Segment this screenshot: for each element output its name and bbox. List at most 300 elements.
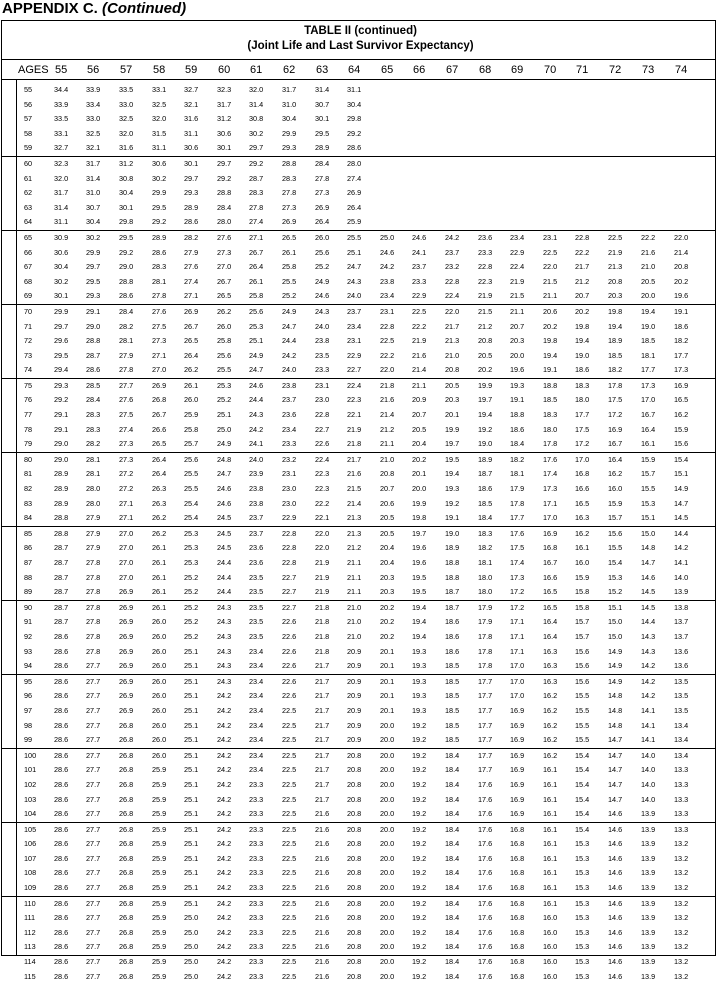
row-age-label: 78	[24, 424, 33, 434]
table-cell: 25.3	[217, 380, 232, 390]
table-cell: 17.7	[641, 365, 656, 375]
table-cell: 28.2	[119, 321, 134, 331]
row-age-label: 69	[24, 291, 33, 301]
table-cell: 16.1	[543, 809, 558, 819]
table-cell: 28.7	[54, 558, 69, 567]
table-cell: 25.1	[184, 720, 199, 730]
table-cell: 31.4	[86, 173, 101, 183]
table-cell: 31.6	[119, 143, 134, 153]
table-cell: 23.7	[412, 262, 427, 272]
table-cell: 30.8	[119, 173, 134, 183]
row-group	[1, 379, 716, 453]
row-age-label: 115	[24, 971, 36, 981]
table-cell: 27.8	[86, 631, 101, 641]
table-cell: 23.7	[445, 247, 460, 257]
table-cell: 15.0	[641, 528, 656, 538]
table-cell: 16.2	[543, 705, 558, 715]
table-cell: 28.4	[217, 202, 232, 212]
table-cell: 21.6	[315, 913, 330, 923]
table-cell: 28.6	[347, 143, 362, 153]
table-cell: 28.7	[54, 617, 69, 627]
table-row	[1, 320, 716, 335]
table-cell: 24.2	[217, 883, 232, 893]
table-cell: 22.9	[412, 291, 427, 301]
table-cell: 17.3	[674, 365, 689, 375]
table-cell: 18.8	[445, 572, 460, 582]
table-cell: 20.2	[674, 276, 689, 286]
row-age-label: 91	[24, 617, 33, 627]
table-cell: 31.7	[86, 158, 101, 168]
table-row	[1, 866, 716, 881]
row-age-label: 92	[24, 631, 33, 641]
table-cell: 29.1	[54, 410, 69, 420]
table-cell: 27.7	[86, 957, 101, 967]
table-cell: 17.0	[575, 454, 590, 464]
table-cell: 27.8	[86, 572, 101, 582]
table-cell: 28.9	[184, 202, 199, 212]
table-cell: 29.2	[152, 217, 167, 227]
table-row	[1, 763, 716, 778]
table-cell: 25.2	[282, 291, 297, 301]
table-cell: 27.7	[86, 942, 101, 952]
table-cell: 17.1	[543, 498, 558, 508]
table-cell: 16.9	[510, 750, 525, 760]
table-cell: 18.4	[478, 513, 493, 523]
table-cell: 24.3	[217, 602, 232, 612]
row-age-label: 103	[24, 794, 37, 804]
table-cell: 14.8	[608, 720, 623, 730]
table-cell: 26.4	[347, 202, 362, 212]
table-cell: 17.0	[543, 513, 558, 523]
table-cell: 24.9	[249, 350, 264, 360]
table-cell: 20.2	[412, 454, 427, 464]
table-cell: 17.6	[478, 898, 493, 908]
table-cell: 26.0	[152, 735, 167, 745]
table-cell: 28.5	[86, 380, 101, 390]
table-cell: 27.6	[184, 262, 199, 272]
table-cell: 25.8	[282, 262, 297, 272]
table-cell: 21.5	[510, 291, 525, 301]
table-cell: 16.9	[510, 735, 525, 745]
table-cell: 26.0	[152, 617, 167, 627]
table-cell: 17.8	[608, 380, 623, 390]
table-cell: 15.1	[674, 469, 689, 479]
table-cell: 21.7	[315, 794, 330, 804]
row-age-label: 74	[24, 365, 33, 375]
table-cell: 23.3	[249, 927, 264, 937]
table-cell: 21.4	[347, 498, 362, 508]
table-cell: 13.9	[641, 913, 656, 923]
table-cell: 23.1	[347, 336, 362, 346]
table-cell: 20.0	[380, 809, 395, 819]
table-cell: 25.5	[184, 484, 199, 494]
table-cell: 20.8	[347, 898, 362, 908]
table-cell: 28.7	[86, 350, 101, 360]
table-cell: 25.1	[184, 661, 199, 671]
table-body	[0, 83, 721, 984]
table-cell: 22.5	[282, 883, 297, 893]
table-cell: 19.1	[510, 395, 525, 405]
table-row	[1, 246, 716, 261]
table-cell: 27.7	[86, 705, 101, 715]
table-cell: 20.1	[380, 676, 395, 686]
row-age-label: 102	[24, 779, 37, 789]
table-cell: 18.2	[674, 336, 689, 346]
table-cell: 22.4	[445, 291, 460, 301]
table-cell: 26.1	[152, 572, 167, 582]
table-cell: 24.2	[217, 927, 232, 937]
table-cell: 23.1	[315, 380, 330, 390]
table-cell: 14.4	[674, 528, 689, 538]
row-age-label: 70	[24, 306, 33, 316]
table-cell: 18.4	[445, 883, 460, 893]
table-cell: 22.7	[282, 602, 297, 612]
table-row	[1, 127, 716, 142]
table-cell: 17.1	[510, 631, 525, 641]
table-cell: 17.6	[510, 528, 525, 538]
column-header-65: 65	[381, 64, 394, 76]
table-cell: 23.3	[249, 913, 264, 923]
table-cell: 21.6	[315, 957, 330, 967]
table-cell: 26.8	[119, 883, 134, 893]
table-cell: 25.2	[184, 572, 199, 582]
table-cell: 19.2	[412, 750, 427, 760]
table-cell: 28.6	[54, 809, 69, 819]
table-cell: 21.2	[347, 543, 362, 553]
table-cell: 25.1	[184, 676, 199, 686]
table-cell: 20.0	[380, 853, 395, 863]
table-cell: 16.1	[641, 439, 656, 449]
table-cell: 23.3	[412, 276, 427, 286]
table-cell: 21.1	[347, 572, 362, 582]
table-cell: 27.0	[119, 572, 134, 582]
table-cell: 25.6	[184, 454, 199, 464]
table-cell: 18.0	[543, 424, 558, 434]
table-cell: 21.7	[315, 661, 330, 671]
table-cell: 21.9	[478, 291, 493, 301]
table-cell: 21.7	[315, 705, 330, 715]
table-cell: 22.5	[282, 839, 297, 849]
table-cell: 16.9	[510, 705, 525, 715]
table-cell: 20.8	[347, 839, 362, 849]
table-row	[1, 793, 716, 808]
table-cell: 27.7	[86, 794, 101, 804]
table-cell: 21.6	[315, 883, 330, 893]
table-cell: 19.2	[412, 735, 427, 745]
table-cell: 19.2	[412, 839, 427, 849]
table-row	[1, 749, 716, 764]
table-cell: 25.1	[217, 410, 232, 420]
table-cell: 26.4	[184, 350, 199, 360]
table-cell: 13.5	[674, 705, 689, 715]
table-cell: 22.7	[347, 365, 362, 375]
table-cell: 18.4	[445, 765, 460, 775]
table-cell: 26.8	[119, 779, 134, 789]
table-cell: 28.0	[347, 158, 362, 168]
table-cell: 24.4	[249, 395, 264, 405]
table-cell: 26.9	[282, 217, 297, 227]
table-cell: 27.8	[315, 173, 330, 183]
table-cell: 23.4	[380, 291, 395, 301]
table-cell: 23.3	[249, 794, 264, 804]
table-cell: 24.2	[217, 942, 232, 952]
table-cell: 24.2	[217, 691, 232, 701]
table-cell: 27.8	[249, 202, 264, 212]
table-cell: 18.2	[478, 543, 493, 553]
table-cell: 22.6	[282, 646, 297, 656]
table-cell: 24.2	[217, 735, 232, 745]
table-cell: 17.6	[478, 971, 493, 981]
table-cell: 31.1	[152, 143, 167, 153]
row-group	[1, 231, 716, 305]
table-cell: 27.7	[86, 913, 101, 923]
table-cell: 15.9	[575, 572, 590, 582]
table-cell: 13.2	[674, 883, 689, 893]
table-cell: 23.8	[315, 336, 330, 346]
table-cell: 24.4	[282, 336, 297, 346]
row-age-label: 113	[24, 942, 36, 952]
table-row	[1, 571, 716, 586]
table-cell: 29.5	[54, 350, 69, 360]
table-cell: 23.9	[249, 469, 264, 479]
table-cell: 26.9	[315, 202, 330, 212]
table-cell: 25.6	[217, 350, 232, 360]
table-row	[1, 955, 716, 970]
table-cell: 28.7	[54, 587, 69, 597]
table-cell: 22.6	[282, 691, 297, 701]
table-cell: 30.4	[119, 188, 134, 198]
table-cell: 15.6	[608, 528, 623, 538]
table-cell: 22.1	[347, 410, 362, 420]
table-cell: 21.7	[445, 321, 460, 331]
table-cell: 16.6	[575, 484, 590, 494]
table-cell: 30.1	[184, 158, 199, 168]
table-cell: 33.4	[86, 99, 101, 109]
table-cell: 18.5	[543, 395, 558, 405]
table-cell: 19.2	[412, 883, 427, 893]
table-cell: 15.8	[575, 587, 590, 597]
table-cell: 27.7	[119, 380, 134, 390]
table-cell: 20.0	[380, 720, 395, 730]
table-cell: 22.5	[412, 306, 427, 316]
table-cell: 26.8	[119, 942, 134, 952]
table-cell: 26.7	[184, 321, 199, 331]
table-cell: 13.9	[641, 853, 656, 863]
table-cell: 29.3	[54, 380, 69, 390]
table-cell: 13.7	[674, 631, 689, 641]
table-cell: 23.4	[347, 321, 362, 331]
table-cell: 26.9	[119, 646, 134, 656]
table-cell: 23.2	[282, 454, 297, 464]
table-cell: 20.6	[380, 498, 395, 508]
table-cell: 22.5	[282, 853, 297, 863]
row-age-label: 66	[24, 247, 33, 257]
table-cell: 28.6	[54, 927, 69, 937]
table-cell: 19.0	[575, 350, 590, 360]
table-cell: 25.9	[152, 779, 167, 789]
table-cell: 18.3	[478, 528, 493, 538]
table-cell: 21.0	[380, 454, 395, 464]
table-cell: 27.1	[184, 291, 199, 301]
table-cell: 15.0	[608, 617, 623, 627]
table-cell: 24.2	[380, 262, 395, 272]
table-cell: 29.5	[119, 232, 134, 242]
table-cell: 29.1	[54, 424, 69, 434]
table-cell: 15.3	[575, 883, 590, 893]
table-row	[1, 630, 716, 645]
table-cell: 26.2	[152, 513, 167, 523]
table-cell: 15.1	[608, 602, 623, 612]
table-cell: 29.7	[54, 321, 69, 331]
table-cell: 16.4	[543, 631, 558, 641]
column-header-72: 72	[609, 64, 622, 76]
table-cell: 15.3	[575, 898, 590, 908]
table-cell: 21.7	[575, 262, 590, 272]
table-cell: 31.6	[184, 114, 199, 124]
table-cell: 14.1	[641, 720, 656, 730]
table-cell: 21.0	[347, 631, 362, 641]
table-cell: 19.6	[412, 558, 427, 567]
table-cell: 27.7	[86, 661, 101, 671]
table-cell: 25.9	[152, 839, 167, 849]
table-cell: 24.3	[217, 661, 232, 671]
table-cell: 31.4	[249, 99, 264, 109]
table-cell: 18.3	[543, 410, 558, 420]
table-cell: 24.4	[217, 587, 232, 597]
table-cell: 29.3	[86, 291, 101, 301]
table-cell: 25.2	[184, 617, 199, 627]
table-cell: 25.9	[152, 898, 167, 908]
table-cell: 29.8	[347, 114, 362, 124]
table-cell: 21.9	[608, 247, 623, 257]
table-cell: 23.8	[380, 276, 395, 286]
table-cell: 16.3	[543, 676, 558, 686]
table-cell: 27.9	[86, 528, 101, 538]
row-age-label: 112	[24, 927, 36, 937]
table-cell: 18.9	[608, 336, 623, 346]
row-age-label: 84	[24, 513, 33, 523]
table-cell: 18.0	[478, 572, 493, 582]
table-cell: 24.6	[380, 247, 395, 257]
table-cell: 27.6	[152, 306, 167, 316]
table-cell: 24.6	[249, 380, 264, 390]
table-cell: 26.5	[282, 232, 297, 242]
table-cell: 28.3	[86, 424, 101, 434]
table-cell: 27.1	[119, 498, 134, 508]
table-cell: 24.2	[217, 750, 232, 760]
table-cell: 18.5	[445, 676, 460, 686]
table-cell: 16.9	[608, 424, 623, 434]
table-cell: 20.1	[445, 410, 460, 420]
table-cell: 24.2	[217, 971, 232, 981]
table-cell: 18.8	[445, 558, 460, 567]
table-title	[0, 24, 721, 54]
table-cell: 19.2	[478, 424, 493, 434]
table-title-line-1: TABLE II (continued)	[304, 25, 417, 37]
table-cell: 29.0	[86, 321, 101, 331]
table-cell: 13.3	[674, 779, 689, 789]
table-cell: 22.6	[282, 661, 297, 671]
table-cell: 30.6	[184, 143, 199, 153]
table-cell: 19.4	[445, 469, 460, 479]
table-cell: 15.3	[575, 853, 590, 863]
table-cell: 16.0	[543, 913, 558, 923]
table-cell: 22.0	[445, 306, 460, 316]
column-header-63: 63	[316, 64, 329, 76]
row-age-label: 71	[24, 321, 33, 331]
table-cell: 28.9	[54, 484, 69, 494]
table-cell: 29.9	[152, 188, 167, 198]
table-cell: 14.0	[641, 794, 656, 804]
table-cell: 26.5	[217, 291, 232, 301]
table-cell: 28.1	[119, 336, 134, 346]
table-row	[1, 260, 716, 275]
table-cell: 32.3	[54, 158, 69, 168]
row-age-label: 62	[24, 188, 33, 198]
table-cell: 14.5	[641, 602, 656, 612]
table-cell: 24.9	[315, 276, 330, 286]
table-cell: 17.7	[478, 735, 493, 745]
row-age-label: 65	[24, 232, 33, 242]
table-cell: 20.0	[380, 839, 395, 849]
table-cell: 14.7	[608, 779, 623, 789]
table-cell: 21.6	[412, 350, 427, 360]
table-cell: 21.5	[478, 306, 493, 316]
table-cell: 21.3	[608, 262, 623, 272]
table-cell: 21.3	[347, 528, 362, 538]
table-cell: 16.3	[575, 513, 590, 523]
table-cell: 26.8	[119, 868, 134, 878]
table-cell: 17.1	[510, 646, 525, 656]
table-cell: 24.1	[249, 439, 264, 449]
table-row	[1, 437, 716, 452]
row-age-label: 60	[24, 158, 33, 168]
table-cell: 22.2	[380, 350, 395, 360]
table-cell: 21.3	[347, 513, 362, 523]
table-cell: 20.8	[347, 750, 362, 760]
column-header-71: 71	[576, 64, 589, 76]
table-cell: 26.8	[119, 927, 134, 937]
table-cell: 21.6	[315, 839, 330, 849]
table-cell: 29.2	[119, 247, 134, 257]
table-cell: 26.4	[152, 469, 167, 479]
table-cell: 15.2	[608, 587, 623, 597]
table-cell: 15.1	[641, 513, 656, 523]
table-cell: 21.9	[315, 572, 330, 582]
table-cell: 22.0	[380, 365, 395, 375]
table-cell: 22.7	[315, 424, 330, 434]
table-cell: 15.7	[608, 513, 623, 523]
table-cell: 20.3	[380, 572, 395, 582]
table-cell: 29.9	[54, 306, 69, 316]
table-cell: 17.2	[608, 410, 623, 420]
table-cell: 15.9	[608, 498, 623, 508]
table-cell: 30.2	[54, 276, 69, 286]
table-cell: 26.1	[249, 276, 264, 286]
table-row	[1, 453, 716, 468]
table-cell: 14.7	[608, 765, 623, 775]
table-cell: 23.3	[249, 779, 264, 789]
table-cell: 17.7	[510, 513, 525, 523]
table-cell: 27.0	[119, 543, 134, 553]
table-cell: 19.7	[412, 528, 427, 538]
table-cell: 15.3	[575, 971, 590, 981]
table-cell: 14.6	[608, 839, 623, 849]
table-cell: 16.1	[543, 839, 558, 849]
table-cell: 27.7	[86, 853, 101, 863]
table-cell: 20.8	[347, 779, 362, 789]
table-cell: 20.4	[380, 558, 395, 567]
